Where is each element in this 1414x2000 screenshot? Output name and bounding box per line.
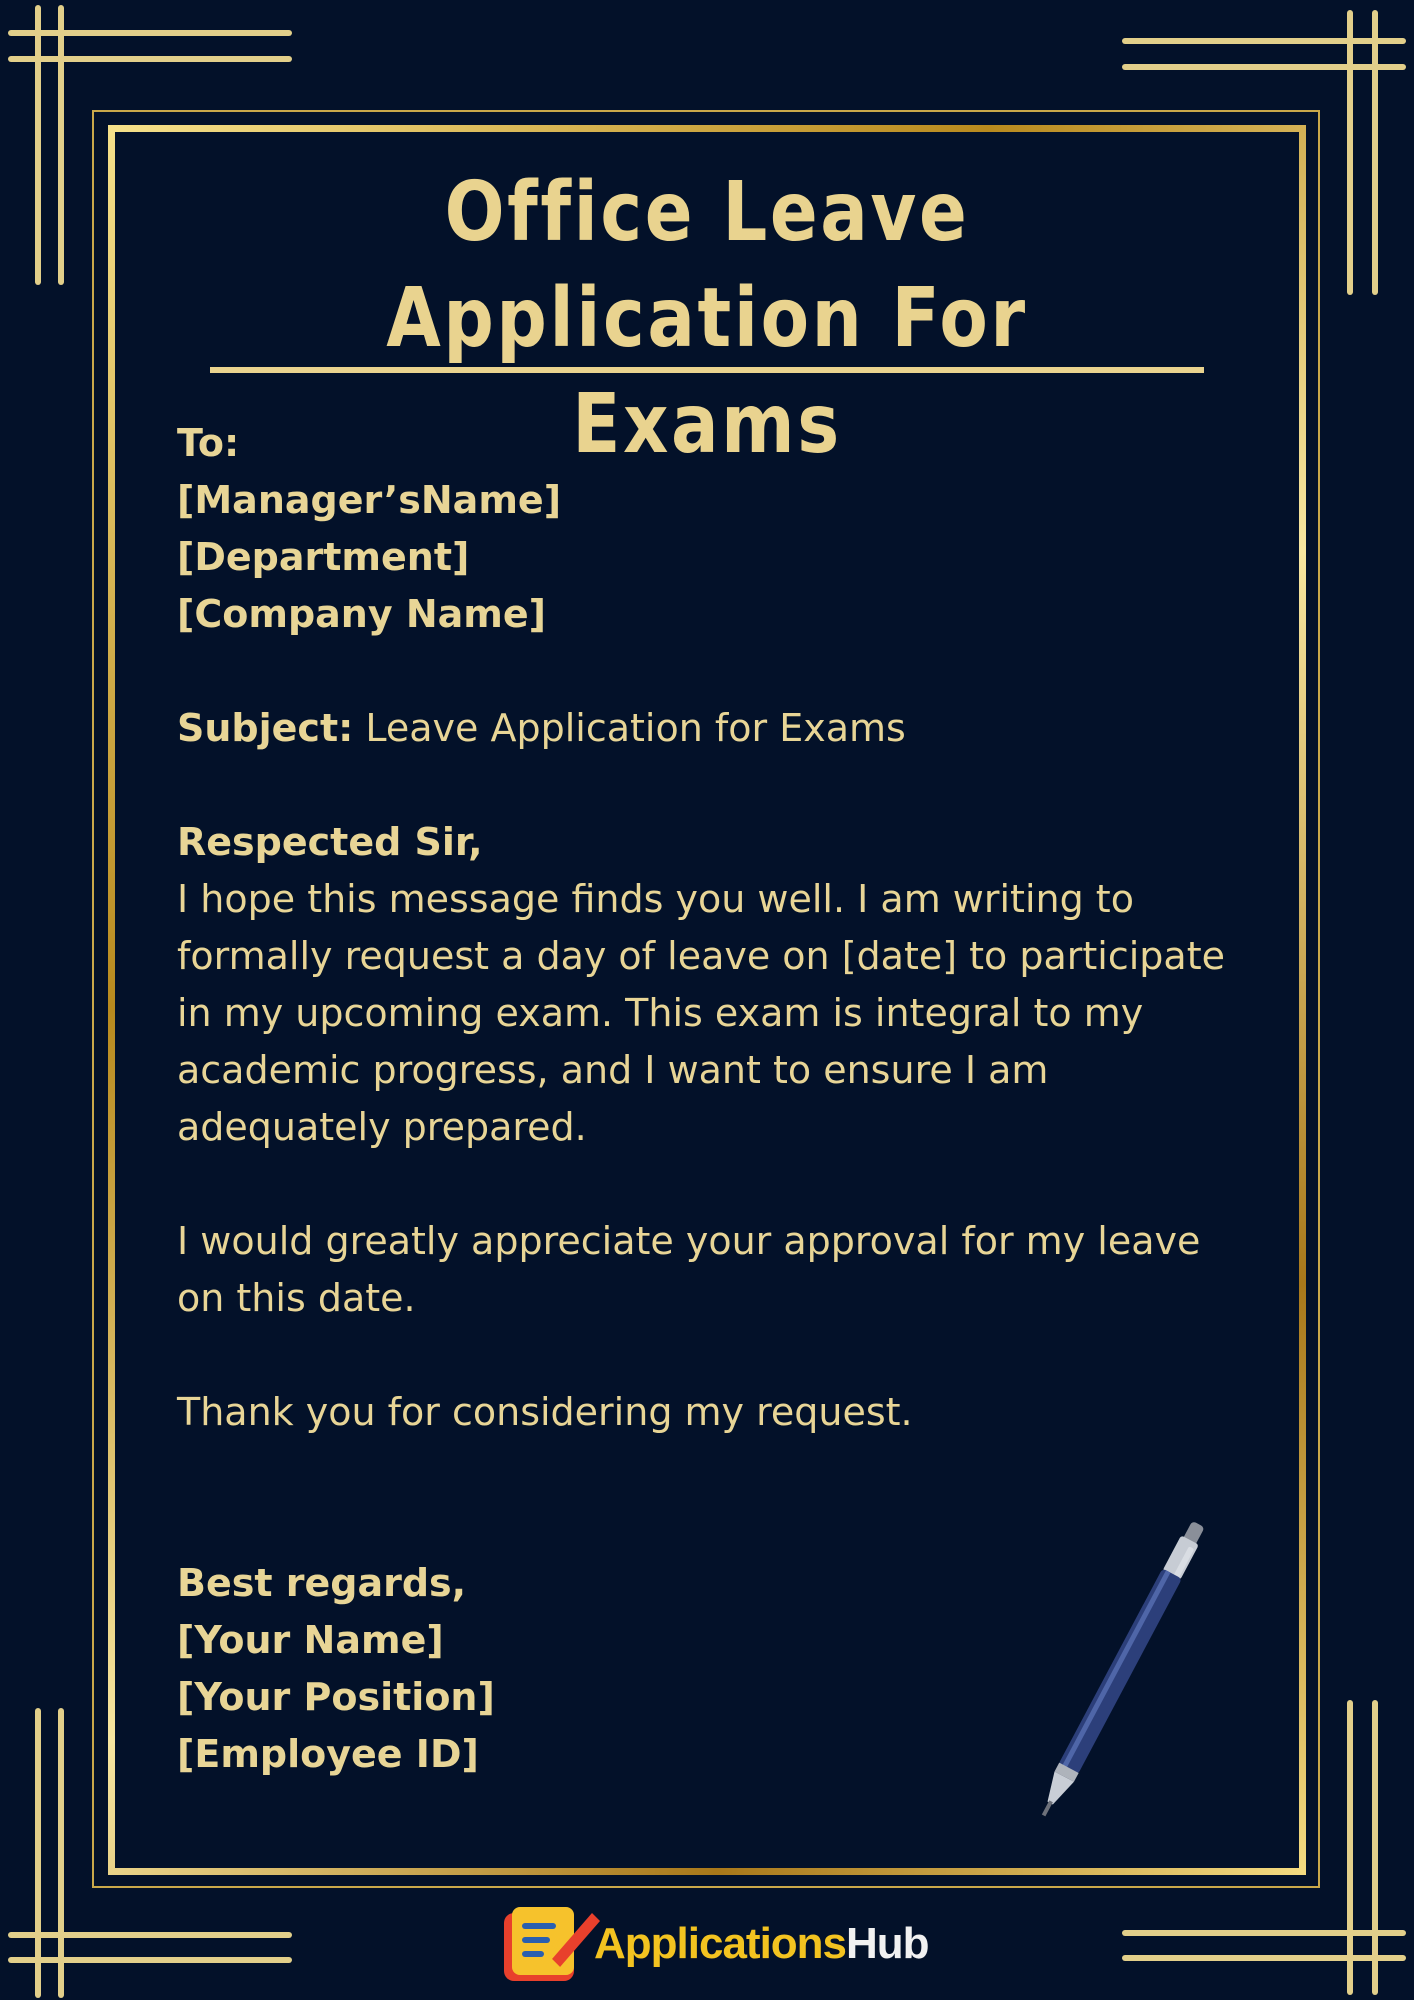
title-line-1: Office Leave: [444, 165, 970, 260]
title-line-2: Application For Exams: [386, 271, 1028, 472]
subject-text: Leave Application for Exams: [353, 706, 906, 750]
salutation: Respected Sir,: [177, 820, 483, 864]
paragraph-1: I hope this message finds you well. I am writing to formally request a day of leave on [date] to participate in my upcoming exam. This exam is integral to my academic progress, and I want to ensure I am adequately prepared.: [177, 877, 1225, 1149]
paragraph-2: I would greatly appreciate your approval for my leave on this date.: [177, 1219, 1201, 1320]
closing: Best regards,: [177, 1561, 467, 1605]
signature-position: [Your Position]: [177, 1675, 495, 1719]
paragraph-3: Thank you for considering my request.: [177, 1390, 913, 1434]
to-label: To:: [177, 421, 240, 465]
subject-label: Subject:: [177, 706, 354, 750]
subject-line: [177, 700, 1257, 757]
brand-name-part1: Applications: [594, 1919, 847, 1968]
brand-name: [594, 1917, 929, 1971]
brand-logo: [500, 1903, 930, 1985]
recipient-name: [Manager’sName]: [177, 478, 562, 522]
pen-icon: [1010, 1505, 1240, 1840]
brand-name-part2: Hub: [846, 1919, 929, 1968]
signature-name: [Your Name]: [177, 1618, 444, 1662]
signature-employee-id: [Employee ID]: [177, 1732, 479, 1776]
title-underline: [210, 367, 1204, 373]
recipient-department: [Department]: [177, 535, 470, 579]
recipient-company: [Company Name]: [177, 592, 547, 636]
